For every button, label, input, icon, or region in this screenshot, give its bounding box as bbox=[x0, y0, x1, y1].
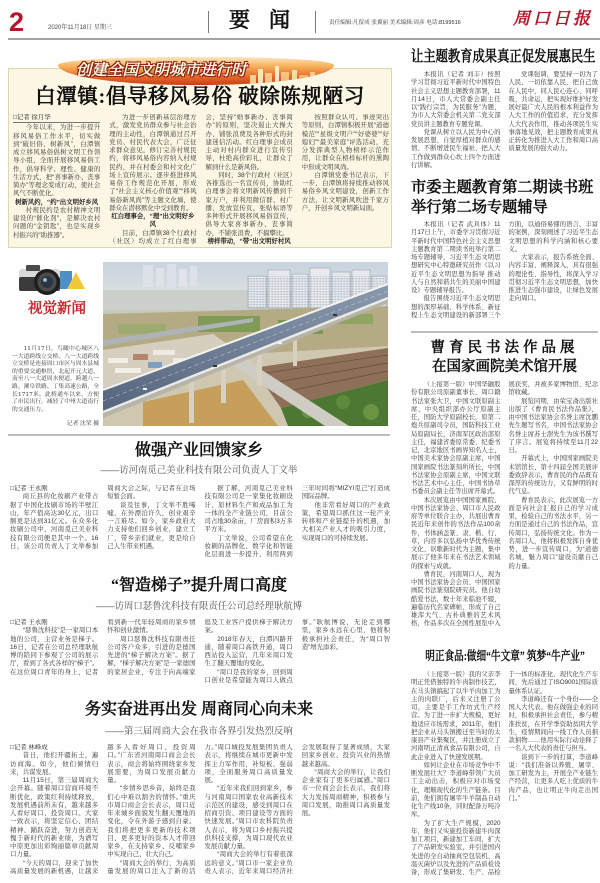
body-paragraph: 谈及往事，丁文举不胜唏嘘，在外漂泊许久，创业艰辛一言难尽。如今，家乡政府大力支持他们回乡创业，建立工厂，带乡亲们就业，更是给自己人生带来机遇。 bbox=[107, 501, 196, 550]
body-paragraph: 11月15日，第三届周商大会开幕。随着周口营商环境不断优化，政策红利持续释放，发展机遇前所未有，越来越多人看好周口、投资周口。大家一致表示，将坚定信心、团结精神、踊跃奋进，努力创造无愧于新时代的新业绩，为谱写中原更加出彩绚丽篇章贡献周口力量。 bbox=[10, 777, 99, 859]
body-subhead: 树新风约，“约”出文明好乡风 bbox=[15, 198, 99, 206]
article-headline: 让主题教育成果真正促发展惠民生 bbox=[411, 49, 596, 65]
right-column bbox=[411, 0, 598, 883]
body-subhead: 榜样带动，“带”出文明好村风 bbox=[207, 237, 291, 245]
headline-line: 举行第二场专题辅导 bbox=[411, 199, 548, 216]
body-paragraph: 开幕式上，中国国家画院美术馆馆长、第十四届全国美展评委致辞表示，曹育民的作品既有深厚的传统功力，又有鲜明的时代气息。 bbox=[508, 455, 598, 496]
body-paragraph: “乡情乡思乡音，始终是我们心中难以割舍的情怀。”重庆市周口商会会长表示，周口近年来城乡面貌发生翻天覆地的变化，令在外游子感到自豪。我们将把更多更新的技术项目、更多更好的资本人才带回家乡，在支持家乡、反哺家乡中实现自己、壮大自己。 bbox=[107, 785, 196, 859]
body-paragraph: 本报讯（记者 刘丰）按照学习贯彻习近平新时代中国特色社会主义思想主题教育部署，11月14日，市人大常委会副主任以“践行宗旨，为民服务”为题，为市人大常委会机关第二党支部党员讲主题教育专题党课。 bbox=[411, 71, 501, 128]
body-paragraph: 展览同期，由荣宝斋出版社出版了《曹育民书法作品集》，由中国书法家协会名誉主席沈鹏先生题写书名，中国书法家协会名誉主席苏士澍先生为该书撰写了序言。展览将持续至11月22日。 bbox=[508, 397, 598, 454]
lead-article-body bbox=[13, 114, 389, 246]
article-headline: 做强产业回馈家乡 bbox=[134, 442, 263, 459]
article-body bbox=[10, 485, 390, 565]
body-paragraph: 谈到下一步的打算，李道峰说：“我们准备以养殖、屠宰、加工研发为主，开展全产业链生产经营，让更多人吃上优质的牛肉产品，也让明正牛肉走出国门。” bbox=[508, 753, 598, 802]
banner-text: 创建全国文明城市进行时 bbox=[76, 62, 247, 79]
skyline-icon bbox=[242, 61, 328, 85]
body-paragraph: “周口是我的家乡，回到周口创业是希望能为周口人做点事。”耿航博说，无论走到哪里，家乡永远在心里，他将积极承担社会责任，为“周口智造”增光添彩。 bbox=[204, 619, 390, 684]
body-paragraph: 今年以来，为进一步提升移风易俗工作水平，切实做到“破旧俗、树新风”，白潭镇成立移风易俗倡树文明工作领导小组，全面开展移风易俗工作，倡导科学、理性、健康的生活方式，把“喜事新办、丧事简办”等理念变成行动，使社会风气不断优化。 bbox=[13, 124, 101, 198]
photo-caption: 11月17日，鸟瞰中心城区八一大道跨线立交桥。八一大道跨线立交桥是连接周口市区与周水县城的重要交通枢纽，北起开元大道，南至八一大道周水便道，跨越八一路、漯阜铁路、丁集高速公路，全长1717米。此桥通车以来，方便了市民出行，减轻了中州大道南行的交通压力。 bbox=[12, 346, 99, 413]
article-body bbox=[10, 744, 390, 880]
body-paragraph: 他非常看好周口的产业政策，希望周口抓住这一轮产业转移和产业链提升的机遇，加大相关产业人才的吸引力度，实现周口的可持续发展。 bbox=[301, 501, 390, 542]
body-paragraph: “周商大会的举行，为高质量发展的周口注入了新的活力。”周口城投发展集团负责人表示，将继续在城市更新中发挥主力军作用，补短板、强弱项，全面服务周口高质量发展。 bbox=[107, 744, 293, 875]
section-divider bbox=[411, 331, 598, 333]
camera-icon bbox=[14, 261, 86, 297]
article-subhead: ——访河南觅己美业科技有限公司负责人丁文举 bbox=[100, 464, 298, 475]
header-separator bbox=[208, 11, 209, 33]
body-paragraph: 大家表示，报告系统全面、内容丰富、阐释深入，具有很强的理论性、指导性，将深入学习贯彻习近平生态文明思想，加快推进生态强市建设，让绿色发展走向周口。 bbox=[508, 254, 598, 303]
article-headline bbox=[411, 339, 598, 377]
body-paragraph: 村规民约是农村精神文明建设的“催化剂”，是解决农村问题的“金钥匙”，也是实现乡村振兴的“助推器”。 bbox=[13, 206, 101, 239]
visual-news-label: 视觉新闻 bbox=[28, 301, 86, 317]
article-byline: □记者 王永刚 bbox=[10, 485, 48, 492]
body-paragraph: 为进一步创新基层治理方式，激发党员群众参与社会治理的主动性，白潭镇通过召开党员、村民代表大会，广泛征求群众意见，修订完善村规民约，将移风易俗内容纳入村规民约，并在村委会和村文化广场上宣传展示。逐步推进移风易俗工作规范化开展，形成了“社会主义核心价值观”“移风易俗新风尚”等主题文化墙，使群众在潜移默化中受到教育。 bbox=[109, 114, 197, 212]
article-headline: “智造梯子”提升周口高度 bbox=[110, 577, 287, 594]
news-photo-overpass bbox=[103, 262, 388, 426]
body-paragraph: 目前，白潭镇38个行政村（社区）均成立了红白理事会，坚持“婚事新办、丧事简办”的原则，坚决遏止大操大办、铺张浪费及各种形式的封建迷信活动。红白理事会成员主动对村内群众进行宣传引导，杜绝高价彩礼，让群众了解到什么是新风俗。 bbox=[109, 114, 293, 245]
body-paragraph: 为了扩大生产规模，2020年，他们又实施投资新建牛肉深加工项目，新建加工车间，扩大了产品研发实验室，并引进国内先进的全自动抽真空包装机、高温灭菌炉以及先进的产品质检设备，形成了集研发、生产、品检于一体的标准化、现代化生产车间，先后通过了ISO9001国际质量体系认证。 bbox=[411, 671, 598, 876]
lead-byline: □记者 徐月华 bbox=[13, 114, 100, 123]
body-paragraph: 曹育民，河南周口人，现为中国书法家协会会员、中国国家画院书法篆刻院研究员。他自幼酷爱书法，数十年来临池不辍，遍临历代名家碑帖，形成了自己雄浑大气、古朴典雅的艺术风格，作品多次在全国性展览中入展获奖，并被多家博物馆、纪念馆收藏。 bbox=[411, 381, 598, 628]
photo-credit: 记者 沈荣 摄 bbox=[66, 421, 99, 427]
body-paragraph: “瑟鲁沈科技”是一家周口本地的公司，主营业务是梯子。16日，记者在公司总经理耿航博的陪同下参观了公司的展示厅，看到了各式各样的“梯子”。在这位周口青年的身上，记者看到新一代年轻周商的家乡情怀和创业激情。 bbox=[10, 619, 196, 676]
body-paragraph: “近年来我们回到家乡，参与河南周口国家农业高新技术示范区的建设，感受到周口在招商引资、项目建设等方面的快速发展。”周口市农科院负责人表示，将为周口乡村振兴提供科技支撑，为周口现代农业发展贡献力量。 bbox=[204, 785, 293, 850]
body-paragraph: 据了解，河南觅己美业科技有限公司是一家集化妆刷设计、原材料生产和成品加工为一体的全产业链公司，目前公司占地30余亩，厂房面积3万多平方米。 bbox=[204, 485, 293, 534]
body-paragraph: 商丘县的化妆刷产业带占据了中国化妆刷市场的半壁江山，年产值高达30亿元，出口额更是达到31亿元。在众多化妆刷公司中，河南觅己美业科技有限公司便是其中一个。16日，该公司负责人丁文举参加周商大会之际，与记者在会场短暂会面。 bbox=[10, 485, 196, 550]
article-subhead: ——第三届周商大会在我市各界引发热烈反响 bbox=[105, 725, 293, 736]
body-paragraph: （上接第一版）中国华融股份有限公司原副董事长、周口籍书法家张大卫，中国文联原副主席、中央组织部办公厅原副主任，国防大学原副校长，原第二炮兵原副司令员，国防科技工业局原副局长，济南军区政治部原主任，福建省委原常委、纪委书记，北京地区书画界知名人士，中国美术家协会原副主席，中国国家画院书法篆刻所所长，中国书法家协会原副主席，中国文联书法艺术中心主任，中国书协草书委员会副主任等出席开幕式。 bbox=[411, 381, 501, 496]
body-subhead: 红白理事会，“理”出文明好乡风 bbox=[111, 213, 195, 229]
body-paragraph: 报告围绕习近平生态文明思想的深厚基础、科学体系、新征程上生态文明建设的新部署三个方面，以通俗易懂的语言、丰富的案例，深刻阐述了习近平生态文明思想的科学内涵和核心要义。 bbox=[411, 221, 598, 319]
article-byline: □记者 林峰成 bbox=[10, 744, 48, 751]
body-paragraph: 按照群众认可、事迹突出等原则，白潭镇积极开展“道德模范”“星级文明户”“好婆婆”“好媳妇”“最美家庭”评选活动，充分发挥典型人物榜样示范作用，让群众在榜样标杆的熏陶中形成文明风尚。 bbox=[301, 114, 389, 171]
body-paragraph: 曹育民表示，此次展览一方面是向社会汇报自己的学习成果，检验自己的书法水平，另一方面是通过自己的书法作品，宣传周口，弘扬传统文化。作为一名周口人，他将积极发挥自身优势，进一步宣传周口，为“道德名城，魅力周口”建设贡献自己的力量。 bbox=[508, 496, 598, 570]
article-headline: 明正食品:做细“牛文章” 筑梦“牛产业” bbox=[424, 649, 585, 663]
body-paragraph: 本次展览由中国国家画院、中国书法家协会、周口市人民政府等单位联合主办，共展出曹育民近年来创作的书法作品100余件，书体涵盖篆、隶、楷、行、草，内容多以弘扬中华优秀传统文化、讴歌新时代为主题，集中展示了他多年来在书法艺术领域的探索与成就。 bbox=[411, 496, 501, 570]
article-headline bbox=[411, 178, 598, 218]
body-paragraph: 2018年春天，白潭四路开通，随着周口高铁开通，周口西站投入运营，几年来周口发生了翻天覆地的变化。 bbox=[204, 635, 293, 668]
body-paragraph: 白潭镇党委书记表示，下一步，白潭镇将持续推动移风易俗乡风文明建设，创新工作方法，让文明新风吹进千家万户，开创乡风文明新局面。 bbox=[301, 171, 389, 212]
body-paragraph: 党课从树立以人民为中心的发展思想、自觉厚植对群众的感情、不断增进民生福祉、把人大工作做到群众心坎上四个方面进行讲解。 bbox=[411, 128, 501, 169]
body-paragraph: “今天的周口，迎来了加快高质量发展的新机遇，让越来越多人看好周口、投资周口。”广东省河南周口商会会长表示，商会将始终围绕家乡发展需要，为周口发展贡献力量。 bbox=[10, 744, 196, 875]
body-paragraph: 党课强调，要坚持一切为了人民、一切依靠人民，把自己放在人民中，同人民心连心、同呼吸、共命运，把实现好维护好发展好最广大人民的根本利益作为人大工作的价值追求，充分发挥人大代表作用，推动各项民生实事落地见效，把主题教育成果真正转化为推进人大工作和周口高质量发展的强大动力。 bbox=[508, 71, 598, 153]
article-headline: 务实奋进再出发 周商同心向未来 bbox=[84, 701, 313, 718]
body-paragraph: 周口瑟鲁沈科技有限责任公司客户众多，引进的是德国先进的“梯子解决方案”。据了解，“梯子解决方案”是一家德国的家居企业，专注于向高端家庭及工业客户提供梯子解决方案。 bbox=[107, 619, 293, 676]
header-separator bbox=[315, 11, 316, 33]
lead-headline: 白潭镇:倡导移风易俗 破除陈规陋习 bbox=[35, 86, 365, 108]
body-paragraph: 昔日，他们开疆拓土，遍访商海。如今，他们倾情归来，共谋发展。 bbox=[10, 752, 99, 776]
body-paragraph: “周商大会的举行有着很深远的意义。”周口市一家企业负责人表示，近年来周口经济社会发展取得了显著成绩，大家回家乡创业、投资兴业的热情越来越高。 bbox=[204, 744, 390, 875]
body-paragraph: 本报讯（记者 武具体）11月17日上午，市委学习贯彻习近平新时代中国特色社会主义思想主题教育第二期读书班举行第二场专题辅导，习近平生态文明思想研究中心特邀研究员作《以习近平生态文明思想为指导 推动人与自然和谐共生的美丽中国建设》专题辅导报告。 bbox=[411, 221, 501, 294]
body-paragraph: 李道峰还有一个身份——全国人大代表。他在做强企业的同时，积极承担社会责任，参与精准扶贫，在开学季资助贫困大学生，疫情期间向一线工作人员捐款捐物……他用实际行动诠释了一名人大代表的责任与担当。 bbox=[508, 695, 598, 753]
article-body bbox=[411, 221, 598, 327]
headline-line: 曹育民书法作品展 bbox=[430, 340, 579, 356]
section-title: 要闻 bbox=[229, 8, 309, 32]
issue-date: 2020年11月18日 星期三 bbox=[48, 25, 112, 31]
campaign-banner bbox=[58, 57, 334, 85]
article-body bbox=[411, 71, 598, 171]
body-paragraph: “周商大会的举行，让我们企业家有了更多归属感。”周口市一位商会会长表示，我们将大力发扬周商精神，积极参与周口发展，助推周口高质量发展。 bbox=[301, 768, 390, 817]
article-body bbox=[411, 381, 598, 631]
article-byline: □记者 王永刚 bbox=[10, 619, 48, 626]
body-paragraph: 如何让企业在市场竞争中不断发展壮大？李道峰带领广大员工主动出击，积极应对市场变化，理顺现代化的生产链条。目前，他们拥有屠宰牛羊制品自动化生产线10条，同时配备万吨冷库。 bbox=[411, 761, 501, 819]
editor-credits: 责任编辑:凡留成 张翼丽 美术编辑:周彦 电话:8199516 bbox=[329, 20, 461, 26]
body-paragraph: 丁文举说，公司希望在化妆刷的品牌化、数字化和智能化层面进一步提升，利用两到三年时间将“MIZYI觅己”打造成国际品牌。 bbox=[204, 485, 390, 558]
page-number: 2 bbox=[9, 7, 25, 37]
headline-line: 在国家画院美术馆开展 bbox=[432, 359, 577, 375]
body-paragraph: （上接第一版）我的父亲李明正凭借独特的牛肉制作技艺，在马头镇搞起了以牛羊肉加工为主的肉联厂，后来又注册了公司，主要是手工作坊式生产经营。为了进一步扩大规模，更好地适应市场需求，2011年，他们把企业从马头镇搬迁至当时的太康县产业集聚区，并注册成立了河南明正清真食品有限公司，自此企业进入了快速发展期。 bbox=[411, 671, 501, 761]
body-paragraph: 同时，38个行政村（社区）各推选出一名宣传员，协助红白理事会将文明新风传播到千家万户，并利用微信群、村广播、发放宣传页、张贴标语等多种形式开展移风易俗宣传，倡导大家喜事新办、丧事简办，不铺张浪费，不搞攀比。 bbox=[205, 171, 293, 237]
section-divider bbox=[8, 434, 390, 436]
article-subhead: ——访周口瑟鲁沈科技有限责任公司总经理耿航博 bbox=[95, 600, 303, 611]
article-body bbox=[10, 619, 390, 693]
newspaper-logo: 周口日报 bbox=[513, 9, 593, 28]
headline-line: 市委主题教育第二期读书班 bbox=[411, 179, 594, 196]
article-body bbox=[411, 671, 598, 880]
